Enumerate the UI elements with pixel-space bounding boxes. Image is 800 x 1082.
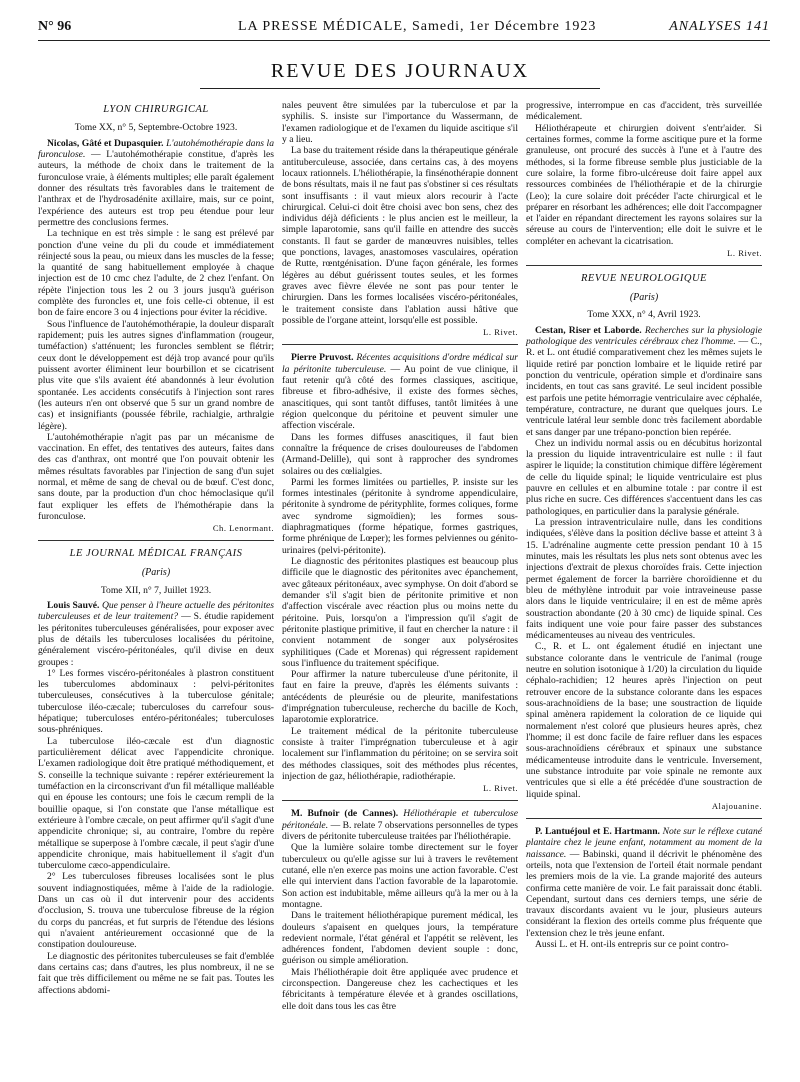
article-paragraph: C., R. et L. ont également étudié en injectant une substance colorante dans le ventricule de l'animal (rouge neutre en solution isotonique à 1/20) la circulation du liquide céphalo-rachidien; 12 heures après l'injection on peut retrouver encore de la substance colorante dans les espaces sous-arachnoïdiens de la base; une soustraction de liquide spinal amènera rapidement la coloration de ce liquide qui normalement n'est coloré que plusieurs heures après, chez l'homme; il est donc facile de faire refluer dans les espaces sous-arachnoïdiens cérébraux et spinaux une substance médicamenteuse introduite dans le ventricule. Inversement, une substance introduite par voie spinale ne remonte aux ventricules que si elle a été précédée d'une soustraction de liquide spinal. — [526, 641, 762, 800]
article-title: Héliothérapie et tuberculose péritonéale. — [282, 808, 518, 831]
article — [282, 100, 518, 337]
section-divider — [282, 800, 518, 801]
article-paragraph: Héliothérapeute et chirurgien doivent s'entr'aider. Si certaines formes, comme la forme ascitique pure et la forme granuleuse, ont procuré des succès à l'une et à l'autre des méthodes, si la forme fibreuse semble plus justiciable de la cure solaire, la forme fibro-ulcéreuse doit faire appel aux ressources combinées de l'héliothérapie et de la chirurgie (Leo); la cure solaire doit précéder l'acte chirurgical et le préparer en résorbant les adhérences; elle doit l'accompagner et l'aider en répandant directement les rayons solaires sur la séreuse au cours de l'intervention; elle doit le suivre et le compléter en achevant la cicatrisation. — [526, 122, 762, 247]
article — [38, 600, 274, 996]
journal-running-title: LA PRESSE MÉDICALE, Samedi, 1er Décembre 1923 — [238, 19, 597, 34]
journal-city: (Paris) — [141, 566, 171, 578]
article — [38, 138, 274, 534]
article-paragraph: Que la lumière solaire tombe directement sur le foyer tuberculeux ou qu'elle agisse sur lui à travers le revêtement cutané, elle n'en exerce pas moins une action favorable. C'est elle qui intervient dans l'action favorable de la laparotomie. Son action est indubitable, même ailleurs qu'à la mer ou à la montagne. — [282, 842, 518, 910]
article-paragraph: La tuberculose iléo-cæcale est d'un diagnostic particulièrement délicat avec l'appendicite chronique. L'examen radiologique doit être pratiqué méthodiquement, et S. conseille la technique suivante : repérer extérieurement la tuméfaction en la circonscrivant d'un fil métallique malléable qui en épouse les contours; une fois le cæcum rempli de la bouillie opaque, si l'on constate que l'anse métallique est extérieure à l'ombre cæcale, on peut affirmer qu'il s'agit d'une appendicite chronique; si, au contraire, l'ombre du repère métallique se superpose à l'ombre cæcale, il peut s'agir d'une appendicite chronique, mais habituellement il s'agit d'un tuberculome cæco-appendiculaire. — [38, 735, 274, 872]
article-paragraph: — S. étudie rapidement les péritonites tuberculeuses généralisées, pour exposer avec plus de détails les tuberculoses localisées du péritoine, généralement viscéro-péritonéales, qu'il divise en deux groupes : — [38, 611, 274, 668]
article-paragraph: Sous l'influence de l'autohémothérapie, la douleur disparaît rapidement; puis les autres signes d'inflammation (rougeur, tuméfaction) s'atténuent; les furoncles semblent se flétrir; ceux dont le développement est déjà trop avancé pour qu'ils puissent avorter éliminent leur bourbillon et se cicatrisent plus vite que s'ils avaient été abandonnés à leur évolution spontanée. Les accidents consécutifs à l'injection sont rares (les auteurs n'en ont observé que 5 sur un grand nombre de cas) et insignifiants (poussée fébrile, rachialgie, arthralgie légère). — [38, 318, 274, 432]
page-header — [38, 16, 770, 41]
journal-section-name: REVUE NEUROLOGIQUE — [581, 273, 707, 285]
title-rule — [200, 88, 600, 89]
article — [526, 325, 762, 811]
article-paragraph: La base du traitement réside dans la thérapeutique générale antituberculeuse, associée, dans certains cas, à des moyens locaux rationnels. L'héliothérapie, la finsénothérapie donnent de bons résultats, mais il ne faut pas s'obstiner si ces résultats sont insuffisants : il vaut mieux alors recourir à l'acte chirurgical. Celui-ci doit être choisi avec bon sens, chez des individus déjà déficients : le plus ancien est le meilleur, la simple laparotomie, sans qu'il faille en attendre des succès constants. Il faut se garder de manœuvres nuisibles, telles que ponctions, lavages, anastomoses vasculaires, opération de Rutte, rœntgénisation. D'une façon générale, les formes légères au début guérissent toutes seules, et les formes graves avec fièvre élevée ne sont pas pour tenter le chirurgien. Dans les formes localisées viscéro-péritonéales, le traitement consiste dans l'ablation aussi hâtive que possible de l'organe atteint, lorsqu'elle est possible. — [282, 145, 518, 326]
article-title: Recherches sur la physiologie pathologique des ventricules cérébraux chez l'homme. — [526, 324, 762, 347]
article-paragraph: — B. relate 7 observations personnelles de types divers de péritonite tuberculeuse traitées par l'héliothérapie. — [282, 819, 518, 843]
article-signature: L. Rivet. — [727, 248, 762, 259]
article-paragraph: Mais l'héliothérapie doit être appliquée avec prudence et circonspection. Dangereuse chez les cachectiques et les fébricitants à température élevée et à grandes oscillations, elle doit dans tous les cas être — [282, 966, 518, 1012]
article-signature: Alajouanine. — [711, 800, 762, 811]
article-paragraph: 2° Les tuberculoses fibreuses localisées sont le plus souvent indiagnostiquées, même à l'aide de la radiologie. Dans un cas où il dut intervenir pour des accidents d'occlusion, S. trouva une tuberculose fibreuse de la région du corps du pancréas, et fut surpris de l'étendue des lésions qui n'avaient antérieurement occasionné que de la constipation douloureuse. — [38, 871, 274, 951]
journal-section-name: LYON CHIRURGICAL — [103, 104, 209, 115]
article-paragraph: Le diagnostic des péritonites tuberculeuses se fait d'emblée dans certains cas; dans d'autres, les plus nombreux, il ne se fait que très difficilement ou même ne se fait pas. Toutes les affections abdomi- — [38, 950, 274, 996]
article-author: M. Bufnoir (de Cannes). — [291, 808, 399, 820]
article-paragraph: progressive, interrompue en cas d'accident, très surveillée médicalement. — [526, 100, 762, 123]
article — [526, 826, 762, 950]
article — [282, 352, 518, 793]
article-title: L'autohémothérapie dans la furonculose. — [38, 137, 274, 160]
article-paragraph: La technique en est très simple : le sang est prélevé par ponction d'une veine du pli du coude et immédiatement réinjecté sous la peau, ou mieux dans les muscles de la fesse; la quantité de sang habituellement employée à chaque injection est de 10 cmc chez l'adulte, de 2 chez l'enfant. On répète l'injection tous les 2 ou 3 jours jusqu'à guérison complète des furoncles et, une fois celle-ci obtenue, il est bon de faire encore 3 ou 4 injections pour éviter la récidive. — [38, 228, 274, 319]
article-paragraph: nales peuvent être simulées par la tuberculose et par la syphilis. S. insiste sur l'importance du Wassermann, de l'examen radiologique et de l'examen du liquide ascitique s'il y a lieu. — [282, 100, 518, 145]
article-paragraph: L'autohémothérapie n'agit pas par un mécanisme de vaccination. En effet, des tentatives des auteurs, faites dans des cas d'anthrax, ont montré que l'on pouvait obtenir les mêmes résultats favorables par l'injection de sang d'un sujet normal, et même de sang de cheval ou de bœuf. C'est donc, sans doute, par la production d'un choc hémoclasique qu'il faut expliquer les effets de l'hémothérapie dans la furonculose. — [38, 431, 274, 522]
page-title: REVUE DES JOURNAUX — [270, 60, 530, 82]
article-paragraph: — L'autohémothérapie constitue, d'après les auteurs, la méthode de choix dans le traitement de la furonculose vraie, à éléments multiples; elle paraît également donner des résultats très favorables dans le traitement de l'anthrax et de l'hydrosadénite axillaire, mais, sur ce point, l'expérience des auteurs est trop peu étendue pour leur permettre des conclusions fermes. — [38, 149, 274, 228]
article-author: Nicolas, Gâté et Dupasquier. — [47, 137, 164, 149]
article-signature: L. Rivet. — [483, 783, 518, 794]
journal-section-name: LE JOURNAL MÉDICAL FRANÇAIS — [69, 548, 243, 560]
column-3 — [526, 100, 762, 950]
article-paragraph: 1° Les formes viscéro-péritonéales à plastron constituent les tuberculomes abdominaux : pelvi-péritonites tuberculeuses, consécutives à la tuberculose génitale; tuberculose iléo-cæcale; tuberculoses du carrefour sous-hépatique; tuberculoses entéro-péritonéales; tuberculoses sous-phréniques. — [38, 667, 274, 736]
article-paragraph: Parmi les formes limitées ou partielles, P. insiste sur les formes intestinales (péritonite à syndrome appendiculaire, péritonite à syndrome de pérityphlite, formes coliques, forme avec syndrome sigmoïdien); les formes sous-diaphragmatiques (forme hépatique, formes gastriques, forme phrénique de Lœper); les formes pelviennes ou génito-urinaires (pelvi-péritonite). — [282, 476, 518, 556]
article — [282, 808, 518, 1012]
article-paragraph: — C., R. et L. ont étudié comparativement chez les mêmes sujets le liquide retiré par ponction lombaire et le liquide retiré par ponction du ventricule, opération simple et d'ordinaire sans incidents, en tout cas sans gravité. Le seul incident possible est parfois une petite hémorragie ventriculaire avec céphalée, température, contracture, ne durant que quelques jours. Le ventricule latéral leur semble donc très facilement abordable et sans danger par une trépano-ponction bien repérée. — [526, 336, 762, 438]
column-1 — [38, 100, 274, 996]
article-paragraph: Le diagnostic des péritonites plastiques est beaucoup plus difficile que le diagnostic des péritonites avec épanchement, avec gâteaux péritonéaux, avec symphyse. On doit d'abord se demander s'il s'agit bien de péritonite primitive et non d'affection viscérale avec réaction plus ou moins nette du péritoine. Puis, lorsqu'on a l'impression qu'il s'agit de péritonite plastique primitive, il faut en chercher la nature : il convient notamment de songer aux polysérosites syphilitiques (Cade et Morenas) qui régressent rapidement sous l'influence du traitement spécifique. — [282, 556, 518, 669]
column-2 — [282, 100, 518, 1012]
article-paragraph: La pression intraventriculaire nulle, dans les conditions indiquées, s'élève dans la position déclive basse et atteint 3 à 15. L'adrénaline augmente cette pression pendant 10 à 15 minutes, mais les résultats les plus nets sont obtenus avec les injections d'extrait de plexus choroïdes frais. Cette injection permet également de forcer la barrière choroïdienne et du bleu de méthylène introduit par voie intraveineuse passe alors dans le liquide ventriculaire; il en est de même après soustraction abondante (20 à 30 cmc) de liquide spinal. Ces faits indiquent une voie pour faire passer des substances médicamenteuses au niveau des ventricules. — [526, 517, 762, 642]
article-signature: L. Rivet. — [483, 327, 518, 338]
article-title: Que penser à l'heure actuelle des péritonites tuberculeuses et de leur traitement? — [38, 599, 274, 623]
section-divider — [526, 265, 762, 266]
article-signature: Ch. Lenormant. — [212, 523, 274, 534]
journal-volume: Tome XX, n° 5, Septembre-Octobre 1923. — [74, 122, 238, 134]
article-author: Pierre Pruvost. — [291, 352, 354, 364]
article-author: P. Lantuéjoul et E. Hartmann. — [535, 825, 660, 837]
article-paragraph: Dans le traitement héliothérapique purement médical, les douleurs s'apaisent en quelques jours, la température redevient normale, l'état général et l'appétit se relèvent, les adhérences fondent, l'abdomen devient souple : donc, guérison ou simple amélioration. — [282, 910, 518, 967]
article-paragraph: — Babinski, quand il décrivit le phénomène des orteils, nota que l'extension de l'orteil était normale pendant les premiers mois de la vie. La grande majorité des auteurs confirma cette manière de voir. Le fait paraissait donc établi. Cependant, surtout dans ces derniers temps, une série de travaux discordants avaient vu le jour, plusieurs auteurs considérant la flexion des orteils comme plus fréquente que l'extension chez le très jeune enfant. — [526, 848, 762, 939]
section-divider — [282, 344, 518, 345]
article-title: Récentes acquisitions d'ordre médical sur la péritonite tuberculeuse. — [282, 352, 518, 375]
article-paragraph: Le traitement médical de la péritonite tuberculeuse consiste à traiter l'imprégnation tuberculeuse et à agir localement sur l'inflammation du péritoine; on se servira soit des méthodes classiques, soit des méthodes plus récentes, injection de gaz, héliothérapie, radiothérapie. — [282, 725, 518, 782]
article-author: Cestan, Riser et Laborde. — [535, 324, 642, 336]
article-paragraph: — Au point de vue clinique, il faut retenir qu'à côté des formes classiques, ascitique, fibreuse et fibro-adhésive, il existe des formes sèches, anascitiques, qui sont tantôt diffuses, tantôt limitées à une région quelconque du péritoine et peuvent simuler une affection viscérale. — [282, 363, 518, 432]
article-author: Louis Sauvé. — [47, 599, 100, 611]
section-divider — [526, 818, 762, 819]
journal-volume: Tome XII, n° 7, Juillet 1923. — [100, 584, 212, 596]
article-title: Note sur le réflexe cutané plantaire chez le jeune enfant, notamment au moment de la naissance. — [526, 825, 762, 860]
article — [526, 100, 762, 258]
article-paragraph: Pour affirmer la nature tuberculeuse d'une péritonite, il faut en faire la preuve, d'après les éléments suivants : antécédents de pleurésie ou de pleurite, manifestations d'imprégnation tuberculeuse, recherche du bacille de Koch, laparotomie exploratrice. — [282, 669, 518, 726]
journal-volume: Tome XXX, n° 4, Avril 1923. — [587, 309, 701, 321]
article-paragraph: Dans les formes diffuses anascitiques, il faut bien connaître la fréquence de crises douloureuses de l'abdomen (Armand-Delille), qui sont à rapprocher des syndromes solaires ou des cœlialgies. — [282, 431, 518, 477]
section-page-number: ANALYSES 141 — [669, 19, 770, 34]
article-paragraph: Aussi L. et H. ont-ils entrepris sur ce point contro- — [535, 939, 729, 951]
article-paragraph: Chez un individu normal assis ou en décubitus horizontal la pression du liquide intraventriculaire est nulle : il faut aspirer le liquide; la constitution chimique diffère légèrement de celle du liquide spinal; le liquide ventriculaire est plus pauvre en cellules et en albumine totale : par contre il est plus riche en sucre. Ces différences s'accentuent dans les cas pathologiques, en particulier dans la paralysie générale. — [526, 437, 762, 517]
issue-number: N° 96 — [38, 19, 72, 34]
journal-city: (Paris) — [629, 291, 659, 303]
section-divider — [38, 540, 274, 541]
